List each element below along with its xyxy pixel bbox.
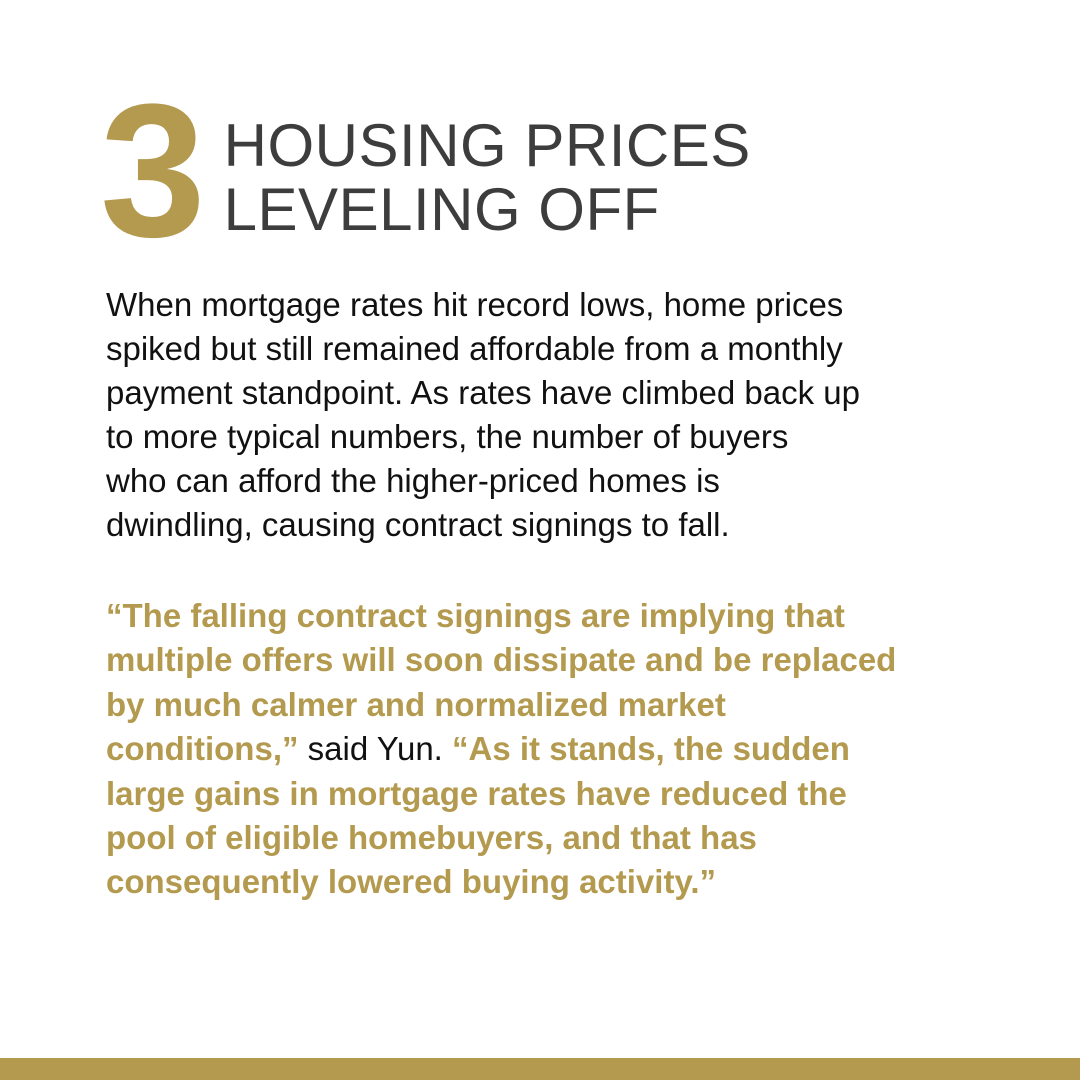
body-line: spiked but still remained affordable from a monthly (106, 330, 843, 367)
quote-line: “The falling contract signings are implying that (106, 597, 845, 634)
section-title (224, 114, 751, 242)
pull-quote (106, 594, 1006, 905)
footer-accent-bar (0, 1058, 1080, 1080)
body-line: payment standpoint. As rates have climbed back up (106, 374, 860, 411)
body-paragraph (106, 283, 1006, 547)
quote-line: pool of eligible homebuyers, and that has (106, 819, 757, 857)
quote-fragment: “As it stands, the sudden (452, 730, 850, 768)
quote-line: by much calmer and normalized market (106, 685, 726, 723)
body-line: dwindling, causing contract signings to fall. (106, 506, 730, 543)
section-title-line-2: LEVELING OFF (223, 176, 660, 243)
section-title-line-1: HOUSING PRICES (223, 112, 751, 179)
body-line: When mortgage rates hit record lows, home prices (106, 286, 844, 323)
quote-attribution: said Yun. (298, 730, 453, 768)
body-line: to more typical numbers, the number of buyers (106, 418, 789, 455)
body-line: who can afford the higher-priced homes is (106, 462, 720, 499)
quote-line: large gains in mortgage rates have reduced the (106, 774, 847, 812)
section-header (100, 65, 751, 277)
quote-line: multiple offers will soon dissipate and be replaced (106, 641, 897, 679)
quote-line-with-attribution (106, 727, 1006, 771)
quote-fragment: conditions,” (106, 730, 299, 768)
quote-line: consequently lowered buying activity.” (106, 863, 717, 901)
section-number: 3 (100, 65, 202, 277)
